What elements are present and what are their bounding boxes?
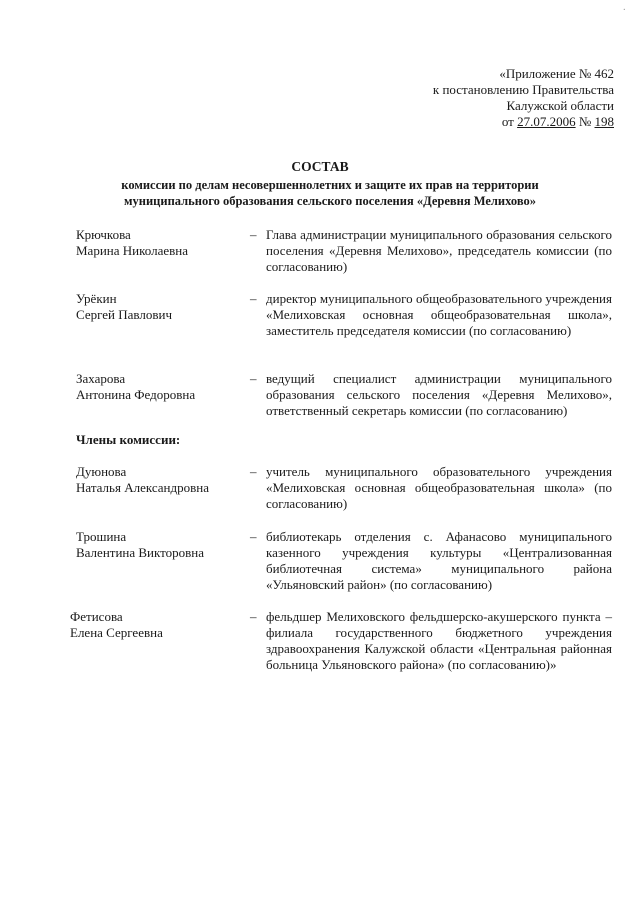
scan-mark: ·	[622, 5, 626, 16]
member-role: директор муниципального общеобразовательного учреждения «Мелиховская основная общеобразовательная школа», заместитель председателя комиссии (по согласованию)	[266, 291, 612, 338]
document-subtitle: комиссии по делам несовершеннолетних и защите их прав на территории муниципального образования сельского поселения «Деревня Мелихово»	[121, 178, 539, 208]
member-role: Глава администрации муниципального образования сельского поселения «Деревня Мелихово», председатель комиссии (по согласованию)	[266, 227, 612, 274]
member-name: Крючкова Марина Николаевна	[76, 227, 188, 258]
dash: –	[250, 464, 257, 479]
member-name: Дуюнова Наталья Александровна	[76, 464, 209, 495]
member-role: библиотекарь отделения с. Афанасово муниципального казенного учреждения культуры «Централизованная библиотечная система» муниципального района «Ульяновский район» (по согласованию)	[266, 529, 612, 592]
members-heading: Члены комиссии:	[76, 432, 181, 447]
appendix-number: «Приложение № 462	[499, 66, 614, 81]
dash: –	[250, 529, 257, 544]
appendix-header	[433, 66, 614, 130]
appendix-region: Калужской области	[506, 98, 614, 113]
member-role: ведущий специалист администрации муниципального образования сельского поселения «Деревня Мелихово», ответственный секретарь комиссии (по согласованию)	[266, 371, 612, 418]
member-name: Захарова Антонина Федоровна	[76, 371, 196, 402]
dash: –	[250, 291, 257, 306]
appendix-resolution: к постановлению Правительства	[432, 82, 614, 97]
appendix-doc-number: 198	[594, 114, 614, 129]
member-name: Фетисова Елена Сергеевна	[70, 609, 163, 640]
dash: –	[250, 227, 257, 242]
member-name: Трошина Валентина Викторовна	[76, 529, 205, 560]
document-title: СОСТАВ	[291, 159, 349, 174]
member-name: Урёкин Сергей Павлович	[76, 291, 172, 322]
appendix-date: 27.07.2006	[517, 114, 576, 129]
member-role: фельдшер Мелиховского фельдшерско-акушерского пункта – филиала государственного бюджетного учреждения здравоохранения Калужской области «Центральная районная больница Ульяновского района» (по согласованию)»	[266, 609, 612, 672]
appendix-date-line: от 27.07.2006 № 198	[501, 114, 614, 129]
dash: –	[250, 371, 257, 386]
member-role: учитель муниципального образовательного учреждения «Мелиховская основная общеобразовательная школа» (по согласованию)	[266, 464, 612, 511]
dash: –	[250, 609, 257, 624]
